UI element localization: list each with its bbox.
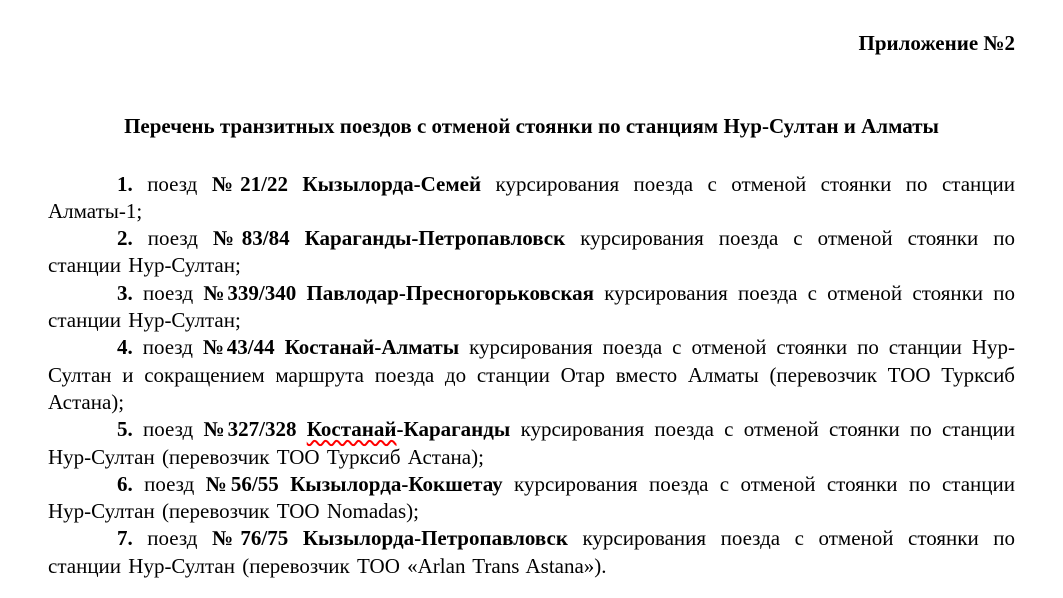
item-prefix: поезд <box>132 171 212 196</box>
train-list-item-2 <box>48 225 1015 280</box>
item-number: 3. <box>117 280 133 305</box>
train-route-misspelled: Костанай <box>306 417 397 442</box>
train-route-bold: №327/328 <box>203 417 307 442</box>
item-number: 1. <box>117 171 133 196</box>
item-description: курсирования поезда с отменой стоянки по станции Нур-Султан (перевозчик ТОО Nomadas); <box>48 471 1015 524</box>
item-prefix: поезд <box>132 280 204 305</box>
train-list-item-5 <box>48 416 1015 471</box>
item-prefix: поезд <box>132 335 203 360</box>
train-route-bold: №56/55 Кызылорда-Кокшетау <box>205 471 503 496</box>
item-prefix: поезд <box>132 226 213 251</box>
train-list-item-1 <box>48 171 1015 226</box>
item-prefix: поезд <box>132 526 213 551</box>
train-route-bold: №339/340 Павлодар-Пресногорьковская <box>203 280 594 305</box>
item-prefix: поезд <box>132 417 204 442</box>
item-number: 2. <box>117 226 133 251</box>
item-description: курсирования поезда с отменой стоянки по станции Нур-Султан и сокращением маршрута поезда до станции Отар вместо Алматы (перевозчик ТОО Турксиб Астана); <box>48 335 1015 414</box>
train-route-bold-cont: -Караганды <box>396 417 511 442</box>
item-description: курсирования поезда с отменой стоянки по станции Нур-Султан; <box>48 226 1015 278</box>
train-list-item-7 <box>48 525 1015 580</box>
train-route-bold: №76/75 Кызылорда-Петропавловск <box>212 526 568 551</box>
train-route-bold: №21/22 Кызылорда-Семей <box>211 171 482 196</box>
train-list-item-3 <box>48 280 1015 335</box>
item-description: курсирования поезда с отменой стоянки по станции Нур-Султан (перевозчик ТОО «Arlan Trans Astana»). <box>48 526 1015 578</box>
document-title: Перечень транзитных поездов с отменой стоянки по станциям Нур-Султан и Алматы <box>124 114 939 139</box>
item-number: 6. <box>117 471 133 496</box>
train-list-item-4 <box>48 334 1015 416</box>
item-number: 4. <box>117 335 133 360</box>
train-route-bold: №43/44 Костанай-Алматы <box>202 335 460 360</box>
item-prefix: поезд <box>132 471 206 496</box>
item-description: курсирования поезда с отменой стоянки по станции Алматы-1; <box>48 171 1015 223</box>
train-list-item-6 <box>48 471 1015 526</box>
item-number: 5. <box>117 417 133 442</box>
train-list <box>48 171 1015 580</box>
item-number: 7. <box>117 526 133 551</box>
item-description: курсирования поезда с отменой стоянки по станции Нур-Султан; <box>48 280 1015 333</box>
item-description: курсирования поезда с отменой стоянки по станции Нур-Султан (перевозчик ТОО Турксиб Астана); <box>48 417 1016 469</box>
train-route-bold: №83/84 Караганды-Петропавловск <box>212 226 566 251</box>
appendix-label: Приложение №2 <box>858 31 1015 55</box>
